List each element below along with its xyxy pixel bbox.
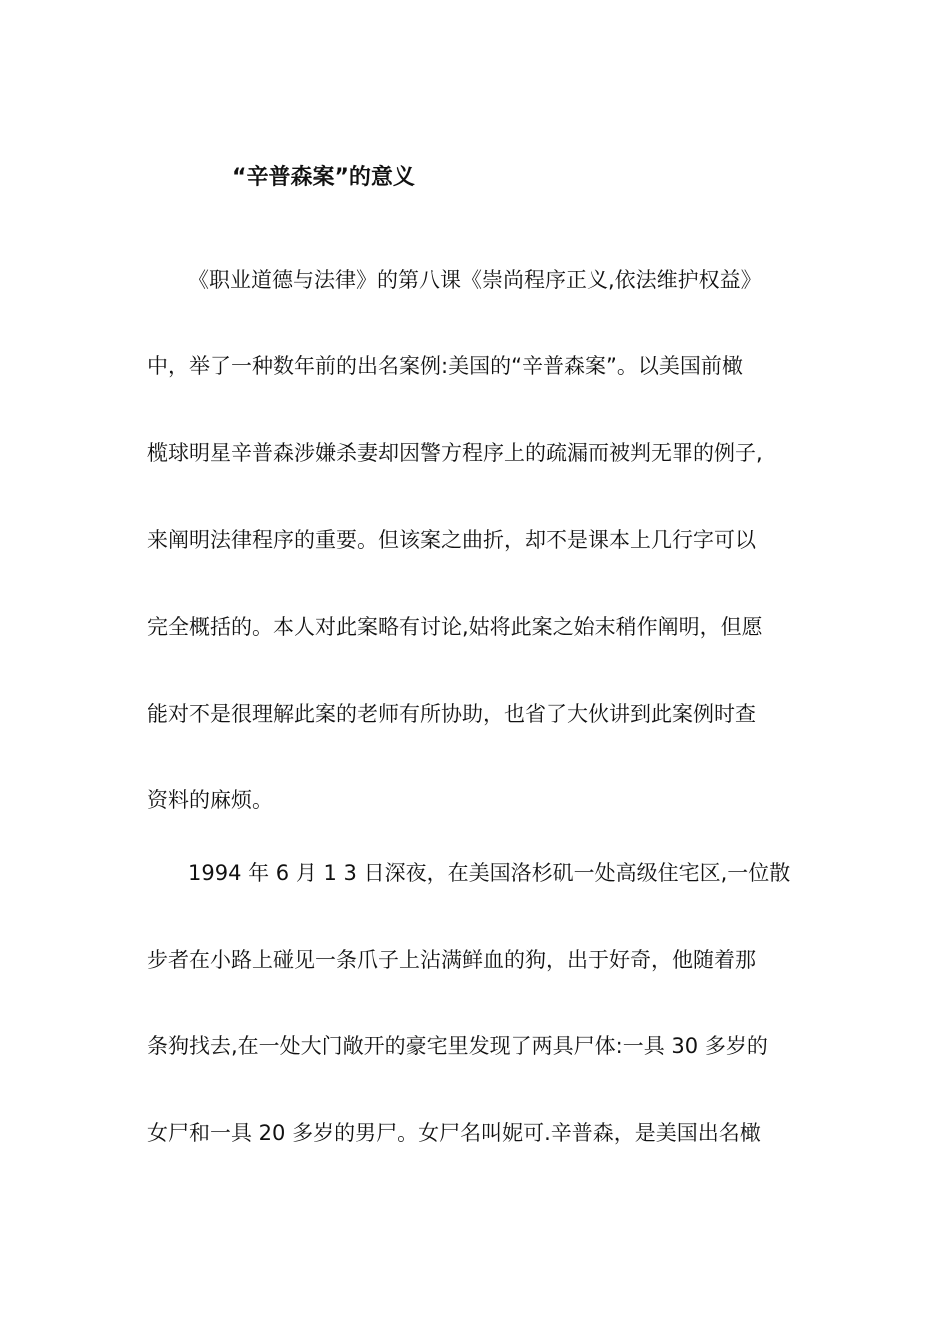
paragraph-line: 资料的麻烦。 [147,788,273,812]
paragraph-line: 榄球明星辛普森涉嫌杀妻却因警方程序上的疏漏而被判无罪的例子, [147,441,763,465]
document-title: “辛普森案”的意义 [232,165,415,190]
paragraph-line: 女尸和一具 20 多岁的男尸。女尸名叫妮可.辛普森，是美国出名橄 [147,1121,761,1145]
paragraph-line: 条狗找去,在一处大门敞开的豪宅里发现了两具尸体:一具 30 多岁的 [147,1034,768,1058]
paragraph-line: 完全概括的。本人对此案略有讨论,姑将此案之始末稍作阐明，但愿 [147,615,763,639]
paragraph-line: 步者在小路上碰见一条爪子上沾满鲜血的狗，出于好奇，他随着那 [147,948,756,972]
paragraph-line: 1994 年 6 月 1 3 日深夜，在美国洛杉矶一处高级住宅区,一位散 [188,861,791,885]
paragraph-line: 中，举了一种数年前的出名案例:美国的“辛普森案”。以美国前橄 [147,354,743,378]
paragraph-line: 《职业道德与法律》的第八课《崇尚程序正义,依法维护权益》 [188,268,762,292]
paragraph-line: 能对不是很理解此案的老师有所协助，也省了大伙讲到此案例时查 [147,702,756,726]
paragraph-line: 来阐明法律程序的重要。但该案之曲折，却不是课本上几行字可以 [147,528,756,552]
